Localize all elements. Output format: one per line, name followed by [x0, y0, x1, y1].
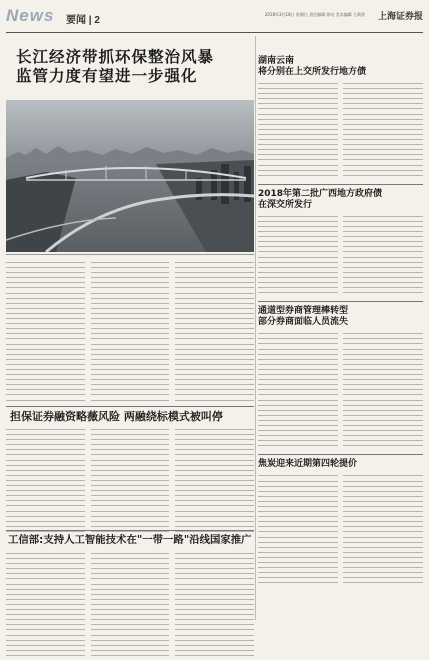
lead-body-col2 — [91, 262, 170, 405]
page-header — [6, 6, 423, 33]
right-column — [258, 36, 423, 588]
story2-headline: 担保证券融资略薇风险 两融绕标模式被叫停 — [10, 410, 223, 423]
story3-headline: 工信部:支持人工智能技术在"一带一路"沿线国家推广 — [8, 534, 252, 546]
story3-body — [6, 553, 254, 660]
river-bridge-photo — [6, 100, 254, 252]
right-story-1-headline-2: 将分别在上交所发行地方债 — [258, 67, 367, 77]
story2 — [6, 406, 254, 536]
right-story-4 — [258, 454, 423, 587]
photo-caption — [6, 254, 254, 258]
right-story-4-headline: 焦炭迎来近期第四轮提价 — [258, 459, 358, 470]
right-story-2-headline-2: 在深交所发行 — [258, 199, 313, 210]
lead-body — [6, 262, 254, 405]
right-story-3 — [258, 301, 423, 450]
right-story-1-headline-1: 湖南云南 — [258, 56, 295, 66]
column-divider — [255, 36, 256, 620]
issue-info: 2018年3月18日 星期日 责任编辑 徐亮 美术编辑 王禹欣 — [264, 12, 365, 17]
right-story-2-headline-1: 2018年第二批广西地方政府债 — [258, 188, 383, 199]
section-logo: News — [6, 6, 55, 25]
story2-body — [6, 429, 254, 536]
story3 — [6, 530, 254, 660]
lead-body-col3 — [175, 262, 254, 405]
lead-headline-2: 监管力度有望进一步强化 — [16, 67, 198, 85]
right-story-1 — [258, 56, 423, 180]
story3-rule — [6, 530, 254, 531]
right-story-2 — [258, 184, 423, 298]
paper-name: 上海证券报 — [377, 12, 423, 22]
lead-headline-1: 长江经济带抓环保整治风暴 — [16, 48, 215, 66]
right-story-3-headline-1: 通道型券商管理棒转型 — [258, 306, 349, 317]
right-story-3-headline-2: 部分券商面临人员流失 — [258, 317, 349, 328]
lead-body-col1 — [6, 262, 85, 405]
story2-rule — [6, 406, 254, 407]
left-column — [6, 36, 254, 546]
section-label: 要闻 | 2 — [66, 15, 100, 26]
lead-photo — [6, 100, 254, 252]
